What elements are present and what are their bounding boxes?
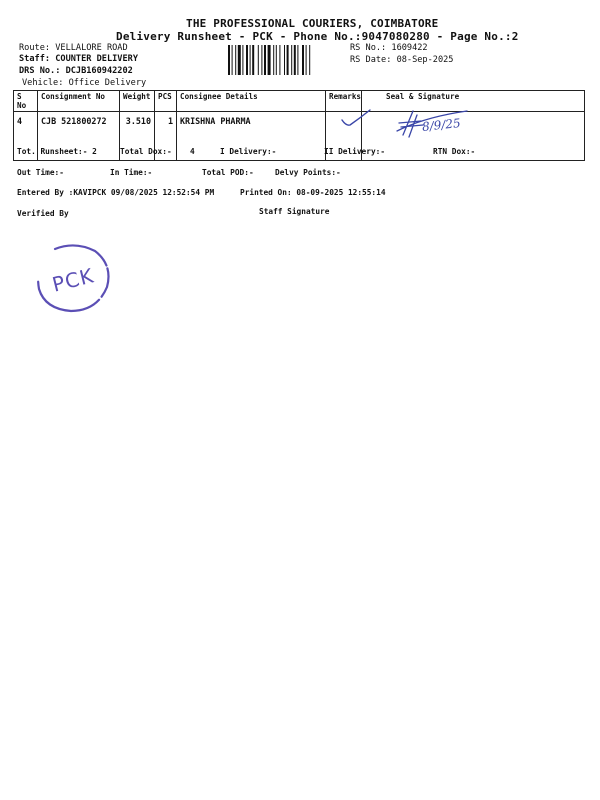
rtn-dox: RTN Dox:- xyxy=(433,147,476,156)
cell-consignment: CJB 521800272 xyxy=(38,112,120,161)
rs-number: RS No.: 1609422 xyxy=(350,43,428,53)
total-pod: Total POD:- xyxy=(202,168,254,177)
runsheet-subtitle: Delivery Runsheet - PCK - Phone No.:9047080280 - Page No.:2 xyxy=(116,30,519,43)
col-pcs: PCS xyxy=(155,91,177,112)
staff-signature: Staff Signature xyxy=(259,207,330,216)
cell-weight: 3.510 xyxy=(120,112,155,161)
drs-text: DRS No.: DCJB160942202 xyxy=(19,66,133,76)
consignment-table xyxy=(13,90,585,161)
printed-on: Printed On: 08-09-2025 12:55:14 xyxy=(240,188,386,197)
staff-text: Staff: COUNTER DELIVERY xyxy=(19,54,138,64)
barcode-image xyxy=(228,45,346,75)
col-weight: Weight xyxy=(120,91,155,112)
vehicle-text: Vehicle: Office Delivery xyxy=(22,78,147,88)
rs-date: RS Date: 08-Sep-2025 xyxy=(350,55,454,65)
col-sno: S No xyxy=(14,91,38,112)
tot-runsheet: Tot. Runsheet:- 2 xyxy=(17,147,97,156)
col-remarks: Remarks xyxy=(326,91,362,112)
delvy-points: Delvy Points:- xyxy=(275,168,341,177)
in-time: In Time:- xyxy=(110,168,153,177)
tick-mark-handwritten xyxy=(340,108,372,128)
i-delivery: I Delivery:- xyxy=(220,147,277,156)
verified-by: Verified By xyxy=(17,209,69,218)
total-dox-value: 4 xyxy=(190,147,195,156)
route-text: Route: VELLALORE ROAD xyxy=(19,43,128,53)
table-header-row xyxy=(14,91,585,112)
ii-delivery: II Delivery:- xyxy=(324,147,386,156)
company-title: THE PROFESSIONAL COURIERS, COIMBATORE xyxy=(186,17,439,30)
out-time: Out Time:- xyxy=(17,168,64,177)
total-dox-label: Total Dox:- xyxy=(120,147,172,156)
col-seal-signature: Seal & Signature xyxy=(362,91,585,112)
signature-date: 8/9/25 xyxy=(421,116,462,134)
cell-sno: 4 xyxy=(14,112,38,161)
entered-by: Entered By :KAVIPCK 09/08/2025 12:52:54 PM xyxy=(17,188,215,197)
col-consignee: Consignee Details xyxy=(177,91,326,112)
col-consignment: Consignment No xyxy=(38,91,120,112)
cell-consignee: KRISHNA PHARMA xyxy=(177,112,326,161)
cell-pcs: 1 xyxy=(155,112,177,161)
pck-stamp-text: PCK xyxy=(49,263,97,297)
table-row xyxy=(14,112,585,161)
